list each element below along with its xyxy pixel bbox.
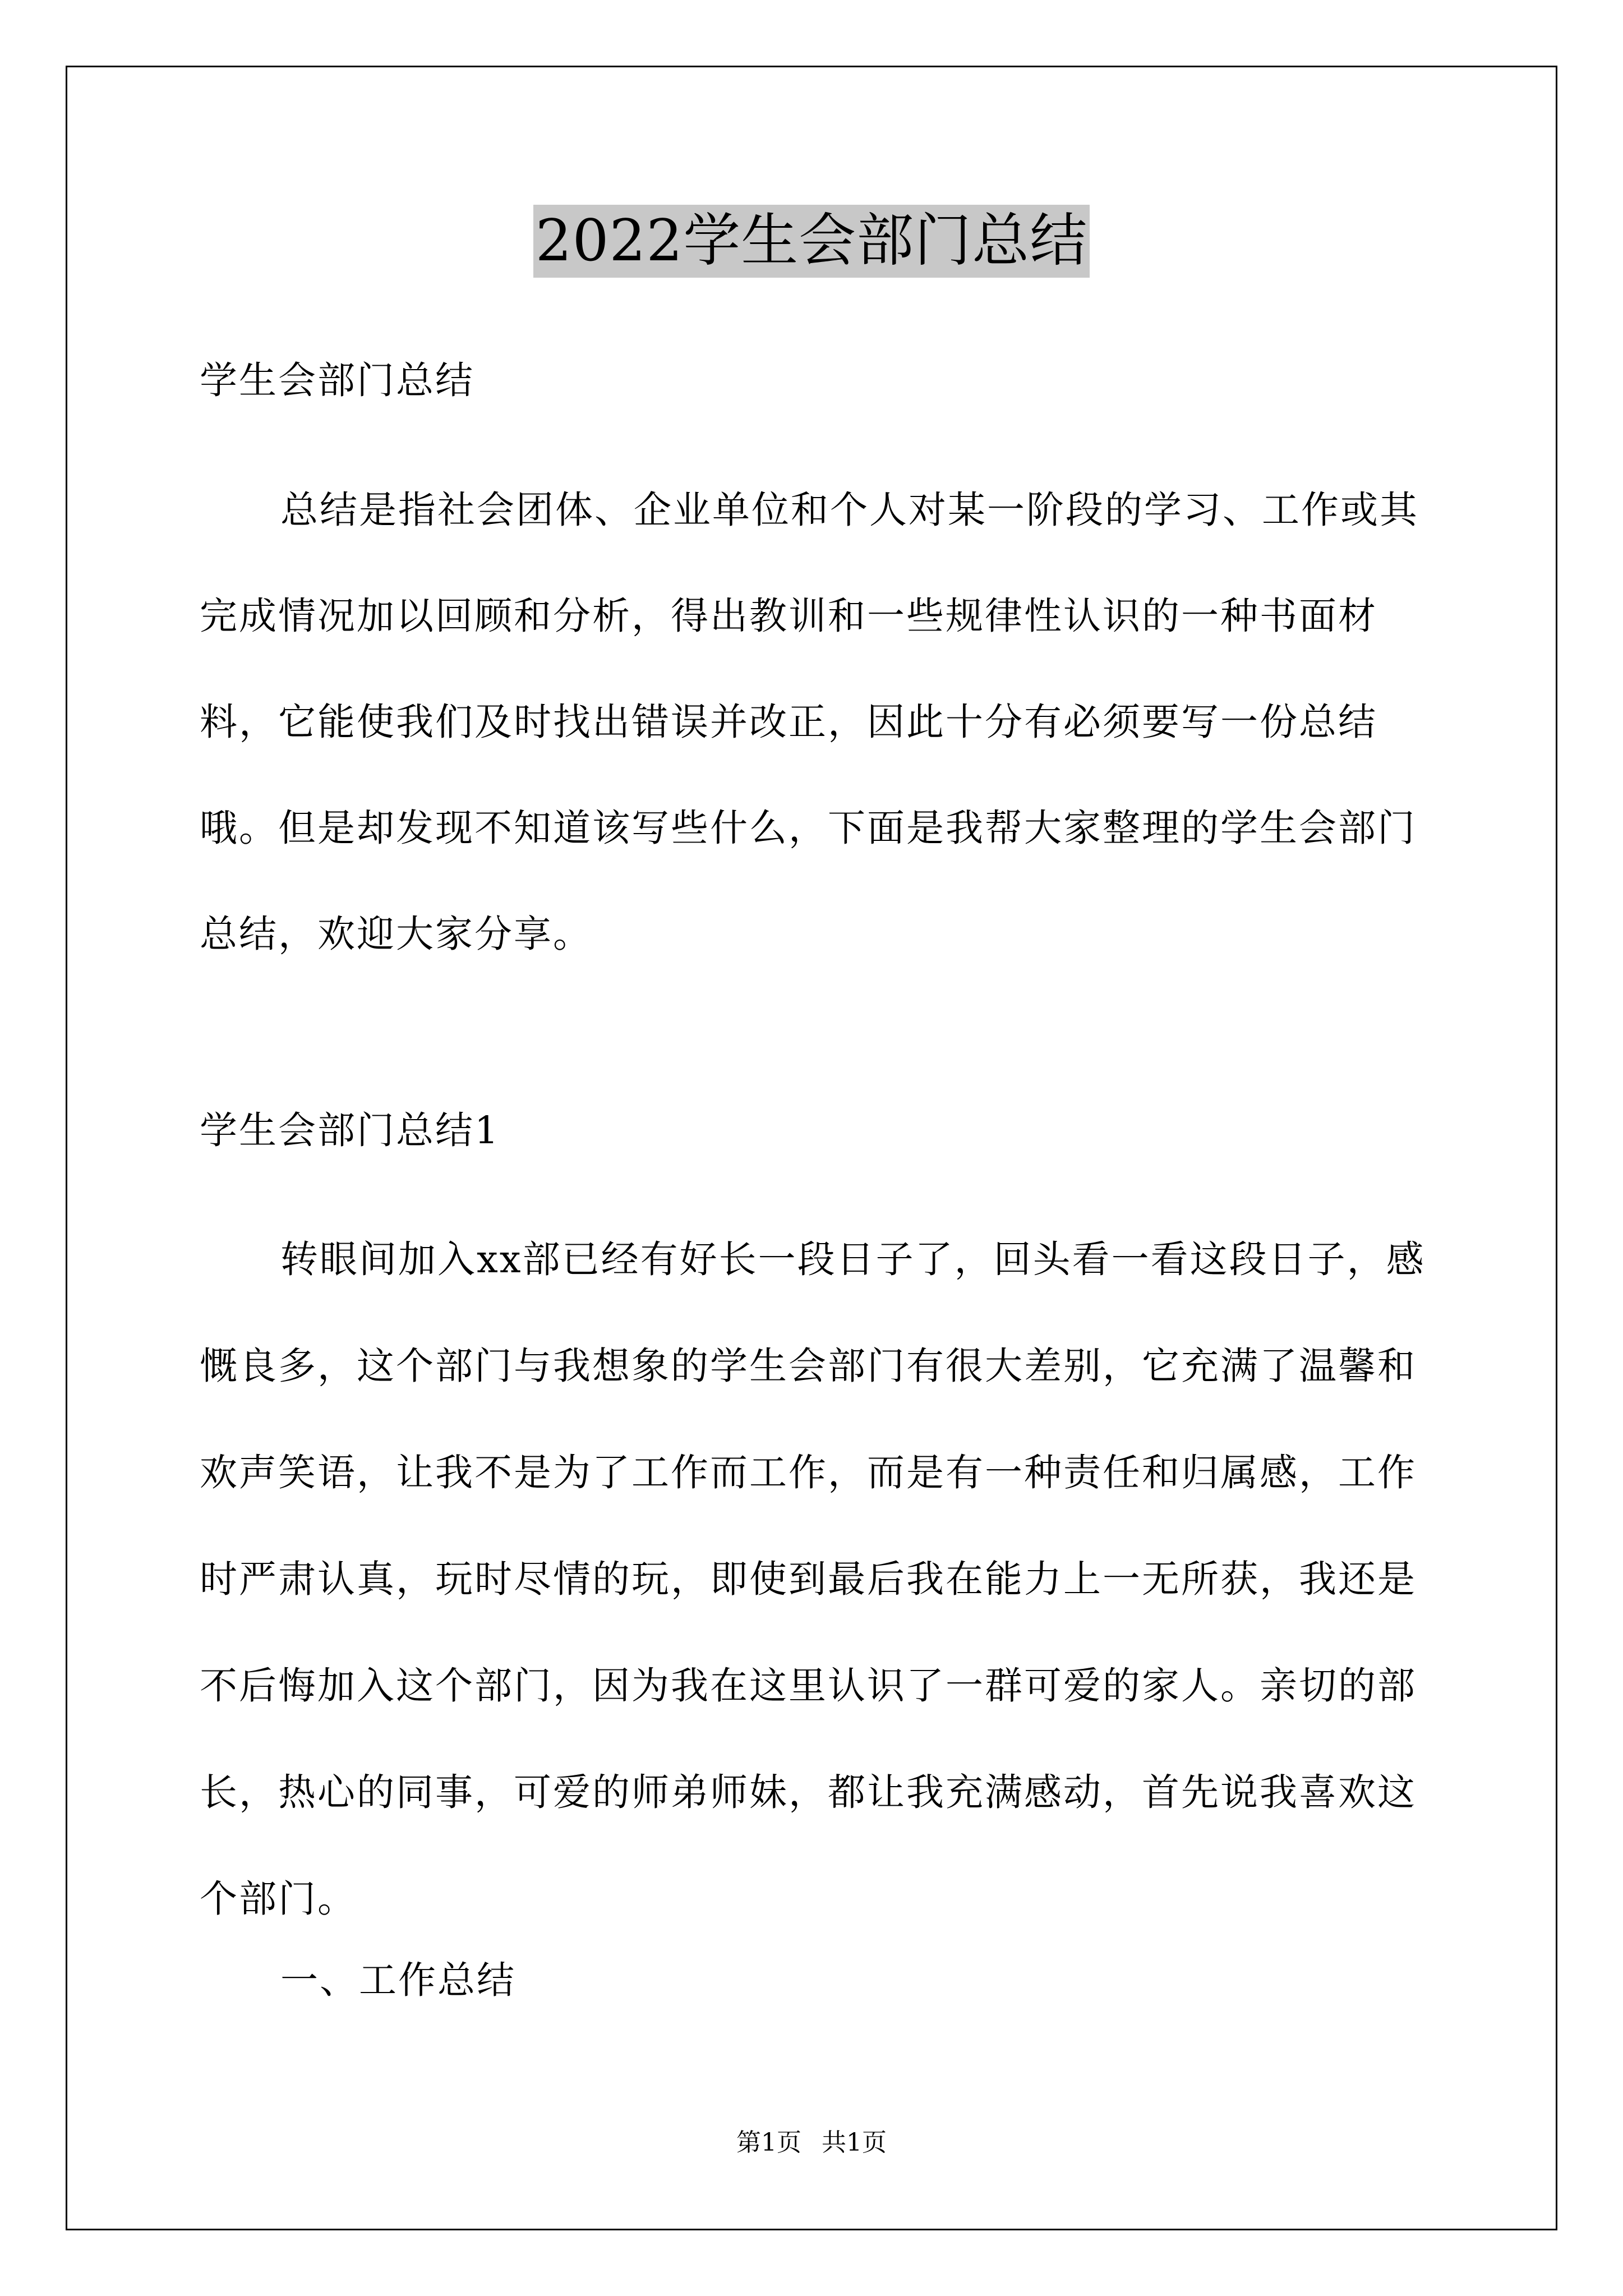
page-number-current: 第1页 <box>736 2128 801 2157</box>
document-title <box>0 205 1623 278</box>
document-title-text: 2022学生会部门总结 <box>533 205 1090 278</box>
page-number-total: 共1页 <box>822 2128 887 2157</box>
intro-paragraph: 总结是指社会团体、企业单位和个人对某一阶段的学习、工作或其完成情况加以回顾和分析，得出教训和一些规律性认识的一种书面材料，它能使我们及时找出错误并改正，因此十分有必须要写一份总结哦。但是却发现不知道该写些什么，下面是我帮大家整理的学生会部门总结，欢迎大家分享。 <box>200 488 1419 956</box>
list-heading: 一、工作总结 <box>280 1958 516 2002</box>
subtitle: 学生会部门总结 <box>200 358 474 402</box>
page-footer <box>0 2126 1623 2160</box>
section-paragraph: 转眼间加入xx部已经有好长一段日子了，回头看一看这段日子，感慨良多，这个部门与我想象的学生会部门有很大差别，它充满了温馨和欢声笑语，让我不是为了工作而工作，而是有一种责任和归属感，工作时严肃认真，玩时尽情的玩，即使到最后我在能力上一无所获，我还是不后悔加入这个部门，因为我在这里认识了一群可爱的家人。亲切的部长，热心的同事，可爱的师弟师妹，都让我充满感动，首先说我喜欢这个部门。 <box>200 1237 1426 1921</box>
section-heading: 学生会部门总结1 <box>200 1108 500 1152</box>
